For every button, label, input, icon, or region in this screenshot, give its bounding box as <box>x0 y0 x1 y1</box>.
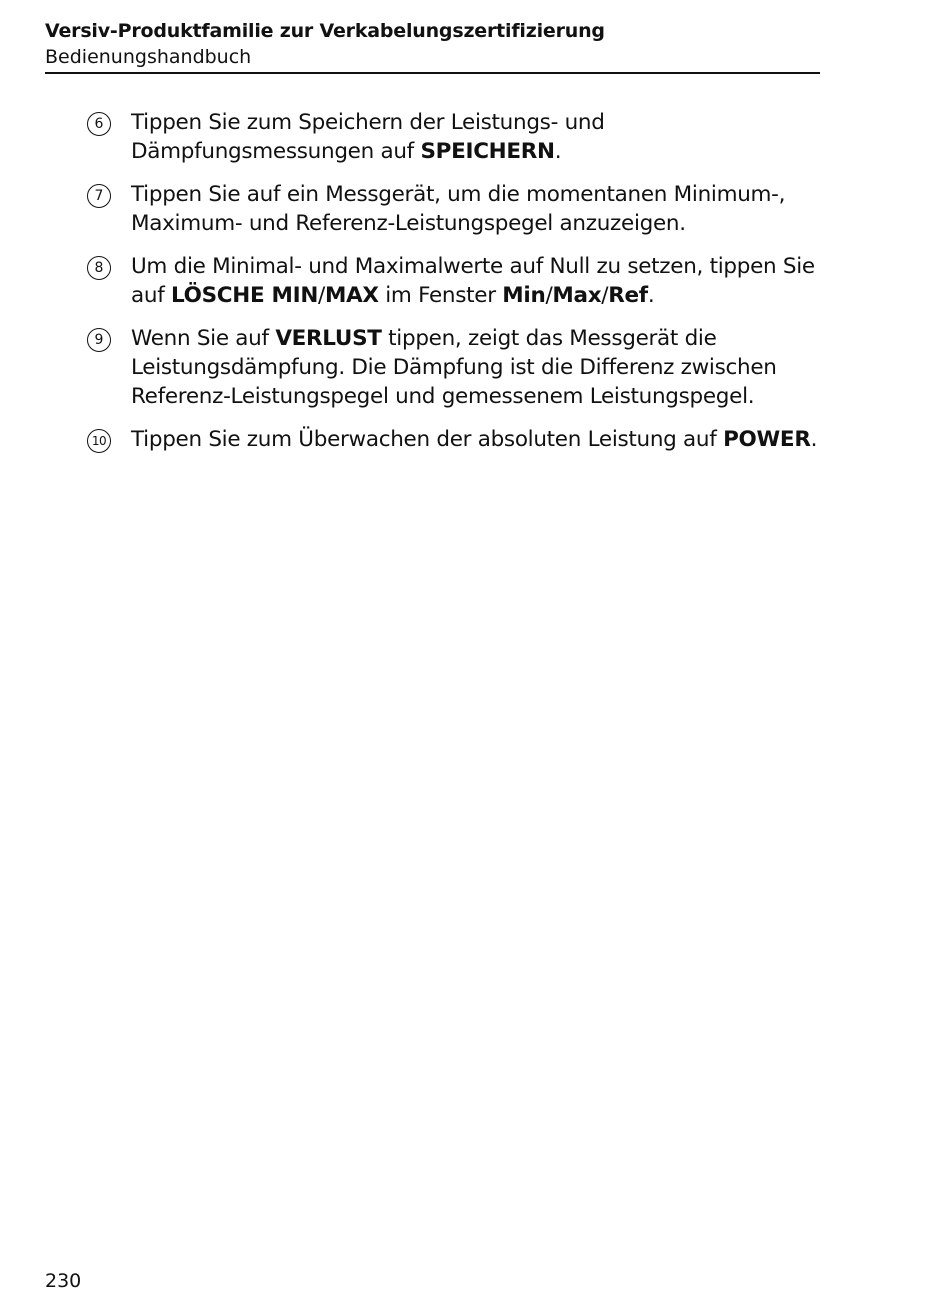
step-number-badge: 8 <box>87 256 111 280</box>
instruction-step <box>87 180 847 238</box>
step-number-badge: 9 <box>87 328 111 352</box>
document-title: Versiv-Produktfamilie zur Verkabelungszertifizierung <box>45 20 605 42</box>
step-text-segment: Tippen Sie zum Speichern der Leistungs- und Dämpfungsmessungen auf <box>131 110 605 164</box>
step-text-segment: . <box>647 283 655 308</box>
step-text-segment: Um die Minimal- und Maximalwerte auf Null zu setzen, tippen Sie auf <box>131 254 815 308</box>
ui-term: LÖSCHE MIN <box>171 283 319 308</box>
instruction-step <box>87 425 847 454</box>
step-text <box>131 324 831 411</box>
step-text <box>131 252 831 310</box>
ui-term: MAX <box>325 283 379 308</box>
step-text <box>131 425 831 454</box>
ui-term: POWER <box>723 427 811 452</box>
ui-term: Ref <box>608 283 648 308</box>
step-number-badge: 6 <box>87 112 111 136</box>
page-number: 230 <box>45 1270 82 1292</box>
step-text-segment: . <box>810 427 818 452</box>
ui-term: Min <box>502 283 546 308</box>
step-text <box>131 108 831 166</box>
step-text-segment: Tippen Sie zum Überwachen der absoluten Leistung auf <box>131 427 724 452</box>
step-text-segment: . <box>554 139 562 164</box>
instruction-step <box>87 108 847 166</box>
instruction-steps <box>87 108 847 468</box>
step-text-segment: / <box>601 283 609 308</box>
instruction-step <box>87 324 847 411</box>
step-text-segment: / <box>318 283 325 308</box>
step-text-segment: im Fenster <box>378 283 503 308</box>
step-text-segment: tippen, zeigt das Messgerät die Leistungsdämpfung. Die Dämpfung ist die Differenz zwischen Referenz-Leistungspegel und gemessenem Leistungspegel. <box>131 326 777 409</box>
step-text <box>131 180 831 238</box>
instruction-step <box>87 252 847 310</box>
ui-term: Max <box>552 283 602 308</box>
step-number-badge: 7 <box>87 184 111 208</box>
ui-term: SPEICHERN <box>420 139 555 164</box>
step-text-segment: Tippen Sie auf ein Messgerät, um die momentanen Minimum-, Maximum- und Referenz-Leistungspegel anzuzeigen. <box>131 182 786 236</box>
step-text-segment: Wenn Sie auf <box>131 326 276 351</box>
document-subtitle: Bedienungshandbuch <box>45 46 252 68</box>
ui-term: VERLUST <box>275 326 382 351</box>
step-text-segment: / <box>545 283 553 308</box>
page-header <box>45 18 820 74</box>
step-number-badge: 10 <box>87 429 111 453</box>
